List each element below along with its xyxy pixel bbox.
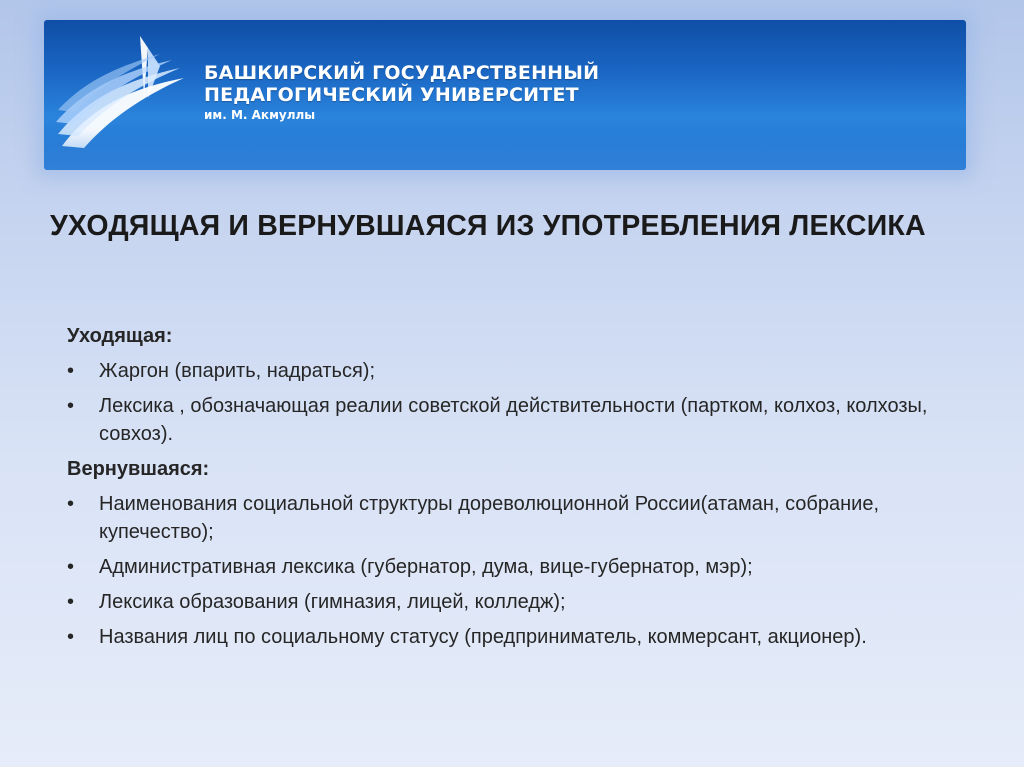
returned-list [67,490,947,651]
outgoing-list [67,357,947,448]
list-item [67,490,947,546]
university-name-line3: им. М. Акмуллы [204,108,316,122]
list-item-text: Административная лексика (губернатор, дума, вице-губернатор, мэр); [99,556,753,578]
list-item [67,623,947,651]
university-name-line2: ПЕДАГОГИЧЕСКИЙ УНИВЕРСИТЕТ [204,84,579,106]
bullet-icon: • [67,626,75,648]
header-banner [44,20,966,170]
list-item [67,553,947,581]
university-name [204,62,599,123]
bullet-icon: • [67,591,75,613]
slide-title: УХОДЯЩАЯ И ВЕРНУВШАЯСЯ ИЗ УПОТРЕБЛЕНИЯ ЛЕКСИКА [50,210,926,242]
university-name-line1: БАШКИРСКИЙ ГОСУДАРСТВЕННЫЙ [204,62,600,84]
list-item-text: Наименования социальной структуры дореволюционной России(атаман, собрание, купечество); [99,493,880,543]
slide-content [67,322,947,658]
list-item-text: Жаргон (впарить, надраться); [99,360,376,382]
section-heading-outgoing: Уходящая: [67,325,173,347]
list-item-text: Лексика , обозначающая реалии советской действительности (партком, колхоз, колхозы, совхоз). [99,395,928,445]
list-item [67,392,947,448]
section-heading-returned: Вернувшаяся: [67,458,210,480]
bullet-icon: • [67,395,75,417]
university-logo-icon [52,26,192,156]
list-item-text: Лексика образования (гимназия, лицей, колледж); [99,591,566,613]
list-item [67,357,947,385]
bullet-icon: • [67,556,75,578]
list-item-text: Названия лиц по социальному статусу (предприниматель, коммерсант, акционер). [99,626,867,648]
bullet-icon: • [67,360,75,382]
bullet-icon: • [67,493,75,515]
list-item [67,588,947,616]
